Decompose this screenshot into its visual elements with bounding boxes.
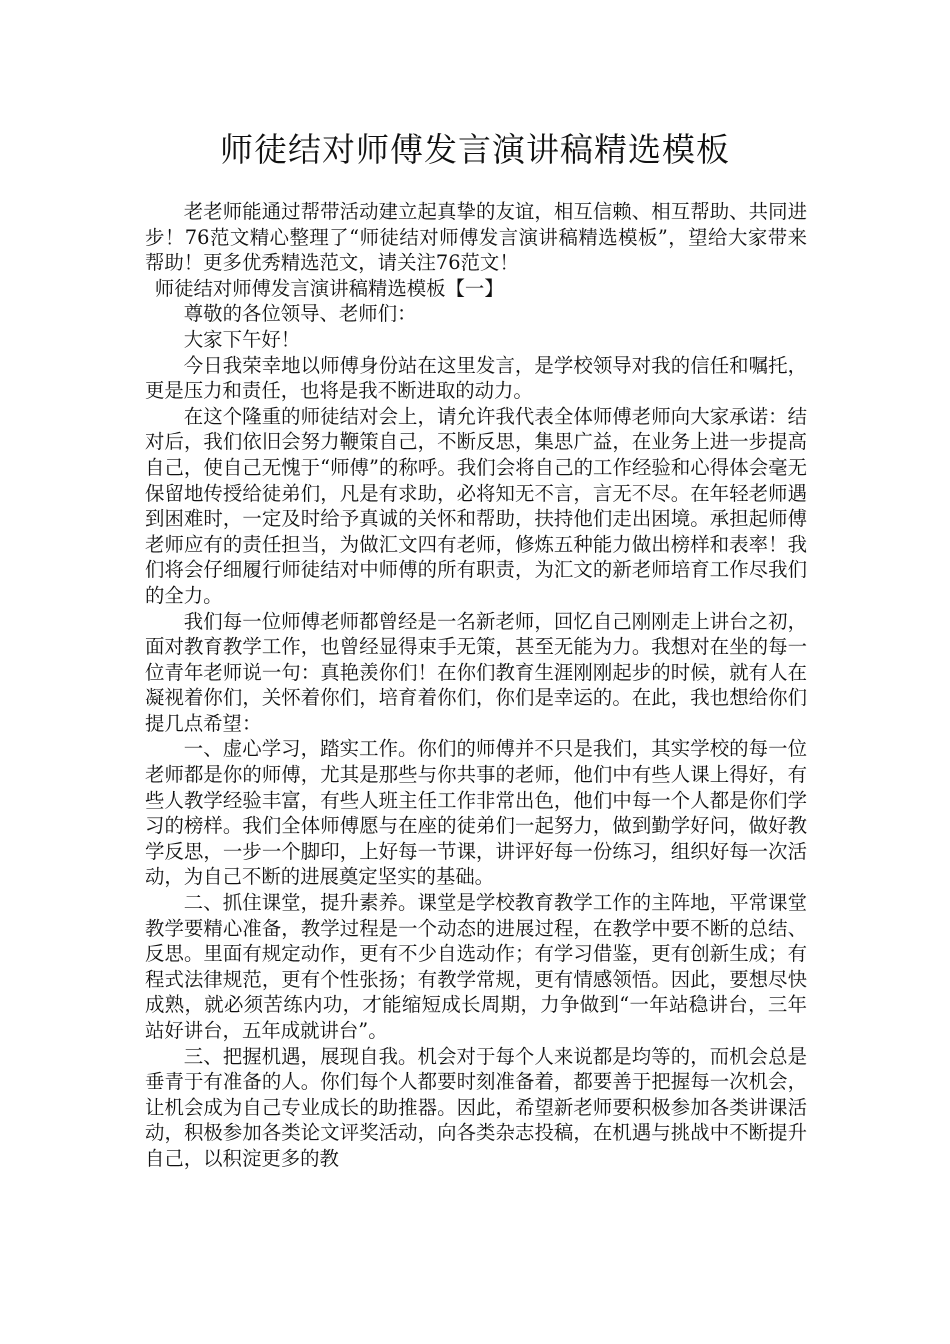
paragraph-intro: 老老师能通过帮带活动建立起真挚的友谊，相互信赖、相互帮助、共同进步！76范文精心整理了“师徒结对师傅发言演讲稿精选模板”，望给大家带来帮助！更多优秀精选范文，请关注76范文！ [145,200,807,275]
paragraph-point-three: 三、把握机遇，展现自我。机会对于每个人来说都是均等的，而机会总是垂青于有准备的人。你们每个人都要时刻准备着，都要善于把握每一次机会，让机会成为自己专业成长的助推器。因此，希望新老师要积极参加各类讲课活动，积极参加各类论文评奖活动，向各类杂志投稿，在机遇与挑战中不断提升自己，以积淀更多的教 [145,1044,807,1170]
paragraph-greeting: 大家下午好！ [183,327,301,351]
paragraph-point-one: 一、虚心学习，踏实工作。你们的师傅并不只是我们，其实学校的每一位老师都是你的师傅，尤其是那些与你共事的老师，他们中有些人课上得好，有些人教学经验丰富，有些人班主任工作非常出色，他们中每一个人都是你们学习的榜样。我们全体师傅愿与在座的徒弟们一起努力，做到勤学好问，做好教学反思，一步一个脚印，上好每一节课，讲评好每一份练习，组织好每一次活动，为自己不断的进展奠定坚实的基础。 [145,737,807,889]
document-body [145,199,807,1172]
paragraph-point-two: 二、抓住课堂，提升素养。课堂是学校教育教学工作的主阵地，平常课堂教学要精心准备，教学过程是一个动态的进展过程，在教学中要不断的总结、反思。里面有规定动作，更有不少自选动作；有学习借鉴，更有创新生成；有程式法律规范，更有个性张扬；有教学常规，更有情感领悟。因此，要想尽快成熟，就必须苦练内功，才能缩短成长周期，力争做到“一年站稳讲台，三年站好讲台，五年成就讲台”。 [145,891,807,1042]
section-heading: 师徒结对师傅发言演讲稿精选模板【一】 [154,276,504,300]
paragraph-body: 今日我荣幸地以师傅身份站在这里发言，是学校领导对我的信任和嘱托，更是压力和责任，也将是我不断进取的动力。 [145,353,807,403]
paragraph-body: 在这个隆重的师徒结对会上，请允许我代表全体师傅老师向大家承诺：结对后，我们依旧会努力鞭策自己，不断反思，集思广益，在业务上进一步提高自己，使自己无愧于“师傅”的称呼。我们会将自己的工作经验和心得体会毫无保留地传授给徒弟们，凡是有求助，必将知无不言，言无不尽。在年轻老师遇到困难时，一定及时给予真诚的关怀和帮助，扶持他们走出困境。承担起师傅老师应有的责任担当，为做汇文四有老师，修炼五种能力做出榜样和表率！我们将会仔细履行师徒结对中师傅的所有职责，为汇文的新老师培育工作尽我们的全力。 [145,404,807,607]
paragraph-salutation: 尊敬的各位领导、老师们： [183,302,417,326]
page-title: 师徒结对师傅发言演讲稿精选模板 [220,130,730,169]
paragraph-body: 我们每一位师傅老师都曾经是一名新老师，回忆自己刚刚走上讲台之初，面对教育教学工作，也曾经显得束手无策，甚至无能为力。我想对在坐的每一位青年老师说一句：真艳羡你们！在你们教育生涯刚刚起步的时候，就有人在凝视着你们，关怀着你们，培育着你们，你们是幸运的。在此，我也想给你们提几点希望： [145,609,807,735]
